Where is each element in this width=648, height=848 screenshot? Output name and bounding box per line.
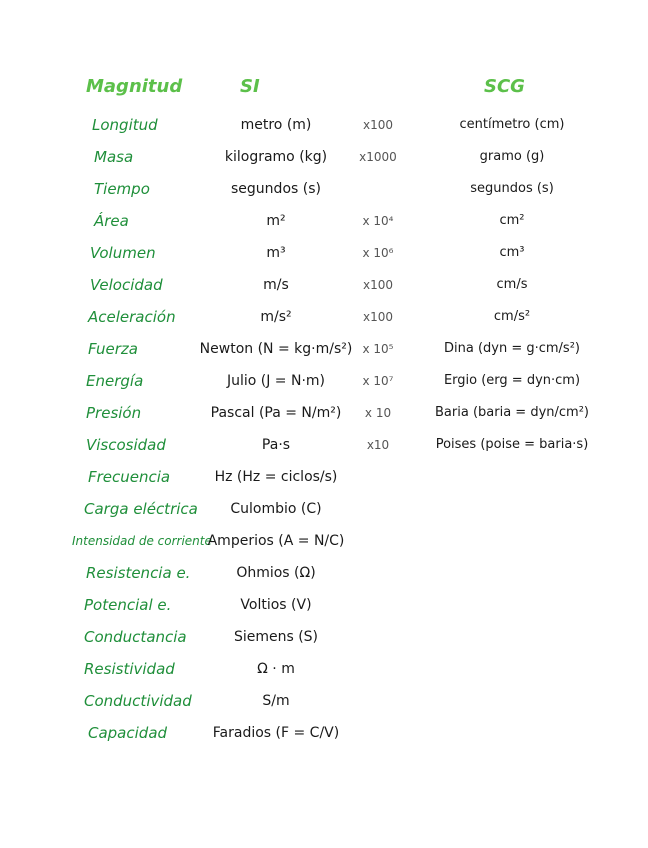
conversion-factor-cell: x100	[362, 118, 393, 132]
conversion-factor-cell: x 10⁵	[362, 342, 394, 356]
magnitud-cell: Tiempo	[94, 180, 150, 198]
magnitud-cell: Velocidad	[90, 276, 163, 294]
table-row	[0, 206, 648, 236]
scg-unit-cell: Poises (poise = baria·s)	[435, 437, 589, 452]
table-row	[0, 142, 648, 172]
scg-unit-cell: cm²	[499, 213, 525, 228]
si-unit-cell: kilogramo (kg)	[224, 149, 328, 165]
si-unit-cell: Ohmios (Ω)	[236, 565, 316, 581]
magnitud-cell: Frecuencia	[88, 468, 171, 486]
table-row	[0, 526, 648, 556]
scg-unit-cell: Dina (dyn = g·cm/s²)	[443, 341, 580, 356]
si-unit-cell: Julio (J = N·m)	[226, 373, 326, 389]
si-unit-cell: Culombio (C)	[230, 501, 322, 517]
magnitud-cell: Potencial e.	[84, 596, 172, 614]
si-unit-cell: Newton (N = kg·m/s²)	[199, 341, 353, 357]
table-row	[0, 686, 648, 716]
magnitud-cell: Conductancia	[84, 628, 187, 646]
magnitud-cell: Intensidad de corriente	[72, 534, 212, 548]
header-magnitud: Magnitud	[86, 76, 183, 97]
conversion-factor-cell: x 10⁷	[362, 374, 394, 388]
si-unit-cell: Hz (Hz = ciclos/s)	[214, 469, 338, 485]
scg-unit-cell: Baria (baria = dyn/cm²)	[435, 405, 589, 420]
si-unit-cell: m/s²	[260, 309, 292, 325]
magnitud-cell: Fuerza	[88, 340, 138, 358]
conversion-factor-cell: x 10⁴	[362, 214, 394, 228]
magnitud-cell: Viscosidad	[86, 436, 166, 454]
table-row	[0, 238, 648, 268]
table-row	[0, 270, 648, 300]
scg-unit-cell: gramo (g)	[479, 149, 545, 164]
table-row	[0, 622, 648, 652]
table-row	[0, 718, 648, 748]
table-row	[0, 430, 648, 460]
si-unit-cell: Pa·s	[261, 437, 291, 453]
si-unit-cell: metro (m)	[240, 117, 312, 133]
header-scg: SCG	[484, 76, 525, 97]
magnitud-cell: Presión	[86, 404, 142, 422]
magnitud-cell: Carga eléctrica	[84, 500, 198, 518]
si-unit-cell: m/s	[263, 277, 289, 293]
table-row	[0, 558, 648, 588]
si-unit-cell: m²	[266, 213, 286, 229]
si-unit-cell: Ω · m	[257, 661, 295, 677]
conversion-factor-cell: x 10⁶	[362, 246, 394, 260]
conversion-factor-cell: x100	[362, 310, 393, 324]
conversion-factor-cell: x100	[362, 278, 393, 292]
table-row	[0, 590, 648, 620]
conversion-factor-cell: x10	[366, 438, 390, 452]
si-unit-cell: Siemens (S)	[233, 629, 319, 645]
scg-unit-cell: cm/s	[496, 277, 528, 292]
table-row	[0, 302, 648, 332]
si-unit-cell: S/m	[262, 693, 290, 709]
table-row	[0, 654, 648, 684]
magnitud-cell: Área	[94, 212, 129, 230]
magnitud-cell: Resistividad	[84, 660, 175, 678]
si-unit-cell: Amperios (A = N/C)	[207, 533, 345, 549]
table-row	[0, 110, 648, 140]
magnitud-cell: Masa	[94, 148, 134, 166]
si-unit-cell: m³	[266, 245, 286, 261]
table-row	[0, 334, 648, 364]
magnitud-cell: Energía	[86, 372, 144, 390]
header-si: SI	[240, 76, 260, 97]
scg-unit-cell: Ergio (erg = dyn·cm)	[443, 373, 581, 388]
conversion-factor-cell: x 10	[364, 406, 392, 420]
conversion-factor-cell: x1000	[359, 150, 397, 164]
si-unit-cell: Faradios (F = C/V)	[212, 725, 340, 741]
table-row	[0, 462, 648, 492]
scg-unit-cell: segundos (s)	[470, 181, 554, 196]
table-row	[0, 174, 648, 204]
magnitud-cell: Resistencia e.	[86, 564, 191, 582]
magnitud-cell: Conductividad	[84, 692, 192, 710]
magnitud-cell: Volumen	[90, 244, 156, 262]
si-unit-cell: Pascal (Pa = N/m²)	[210, 405, 342, 421]
table-row	[0, 366, 648, 396]
table-row	[0, 398, 648, 428]
scg-unit-cell: cm³	[499, 245, 525, 260]
table-row	[0, 494, 648, 524]
magnitud-cell: Longitud	[92, 116, 158, 134]
si-unit-cell: segundos (s)	[231, 181, 321, 197]
si-unit-cell: Voltios (V)	[240, 597, 312, 613]
magnitud-cell: Aceleración	[88, 308, 176, 326]
scg-unit-cell: centímetro (cm)	[459, 117, 565, 132]
scg-unit-cell: cm/s²	[493, 309, 531, 324]
magnitud-cell: Capacidad	[88, 724, 168, 742]
